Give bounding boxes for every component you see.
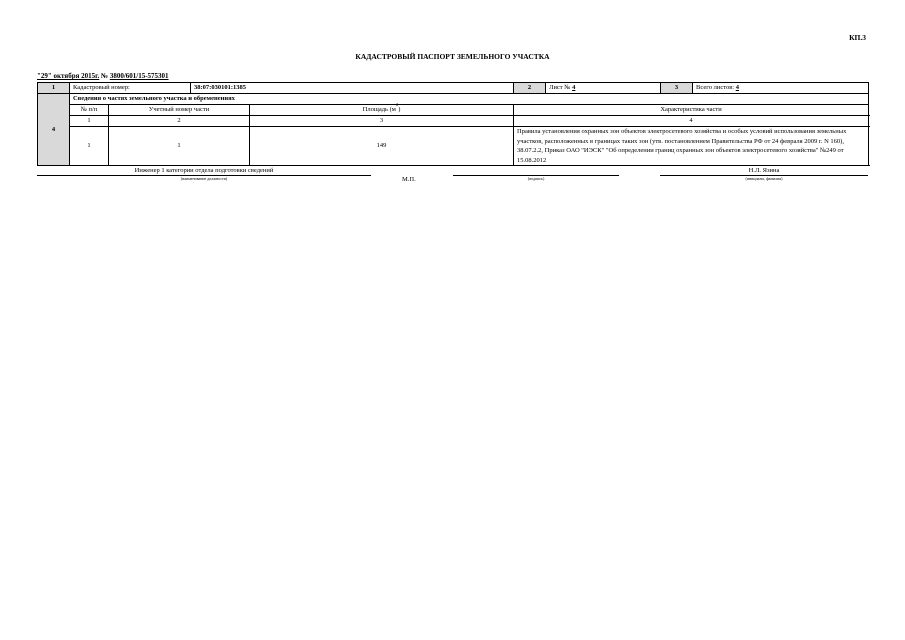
section-title: Сведения о частях земельного участка и обременениях bbox=[70, 94, 869, 105]
total-sheets-label: Всего листов: bbox=[696, 84, 735, 91]
signer-name: Н.Л. Язина bbox=[748, 167, 780, 174]
field-number-2: 2 bbox=[514, 83, 546, 94]
cadastral-label: Кадастровый номер: bbox=[70, 83, 191, 94]
document-number: 3800/601/15-575301 bbox=[109, 72, 169, 80]
header-row bbox=[38, 83, 869, 94]
document-number-prefix: № bbox=[101, 72, 109, 80]
field-number-4: 4 bbox=[38, 94, 70, 166]
section-title-row bbox=[38, 94, 869, 105]
document-title: КАДАСТРОВЫЙ ПАСПОРТ ЗЕМЕЛЬНОГО УЧАСТКА bbox=[355, 52, 550, 61]
signature-caption: (подпись) bbox=[527, 176, 545, 181]
field-number-1: 1 bbox=[38, 83, 70, 94]
column-number-4: 4 bbox=[514, 116, 869, 127]
signature-block bbox=[453, 166, 619, 181]
sheet-label: Лист № bbox=[549, 84, 571, 91]
table-row bbox=[38, 127, 869, 166]
signature-space bbox=[453, 166, 619, 175]
row-area: 149 bbox=[250, 127, 514, 166]
column-number-3: 3 bbox=[250, 116, 514, 127]
position-block bbox=[37, 166, 371, 181]
row-num: 1 bbox=[70, 127, 109, 166]
name-block bbox=[660, 166, 868, 181]
field-number-3: 3 bbox=[661, 83, 693, 94]
column-header-area-close: ) bbox=[398, 106, 401, 113]
sheet-value: 4 bbox=[572, 84, 576, 91]
total-sheets-cell bbox=[693, 83, 869, 94]
position-caption: (наименование должности) bbox=[180, 176, 228, 181]
parts-table bbox=[37, 82, 869, 166]
document-date: "29" октября 2015г. bbox=[37, 72, 100, 80]
name-caption: (инициалы, фамилия) bbox=[745, 176, 783, 181]
total-sheets-value: 4 bbox=[735, 84, 739, 91]
column-number-1: 1 bbox=[70, 116, 109, 127]
form-code: КП.3 bbox=[849, 33, 866, 42]
column-header-area-label: Площадь (м bbox=[362, 106, 396, 113]
position-text: Инженер 1 категории отдела подготовки сведений bbox=[134, 167, 274, 174]
column-header-row bbox=[38, 105, 869, 116]
row-description: Правила установления охранных зон объектов электросетевого хозяйства и особых условий использования земельных участков, расположенных в границах таких зон (утв. постановлением Правительства РФ от 24 февраля 2009 г. N 160), 38.07.2.2, Приказ ОАО "ИЭСК" "Об определении границ охранных зон объектов электросетевого хозяйства" №249 от 15.08.2012 bbox=[514, 127, 869, 166]
column-header-area-sup: 2 bbox=[395, 102, 399, 107]
column-number-2: 2 bbox=[109, 116, 250, 127]
row-part-number: 1 bbox=[109, 127, 250, 166]
document-header bbox=[37, 72, 169, 80]
sheet-cell bbox=[546, 83, 661, 94]
stamp-mark: М.П. bbox=[402, 176, 416, 183]
column-header-description: Характеристика части bbox=[514, 105, 869, 116]
column-number-row bbox=[38, 116, 869, 127]
column-header-part-number: Учетный номер части bbox=[109, 105, 250, 116]
column-header-num: № п/п bbox=[70, 105, 109, 116]
column-header-area bbox=[250, 102, 514, 116]
cadastral-number: 38:07:030101:1385 bbox=[191, 83, 514, 94]
